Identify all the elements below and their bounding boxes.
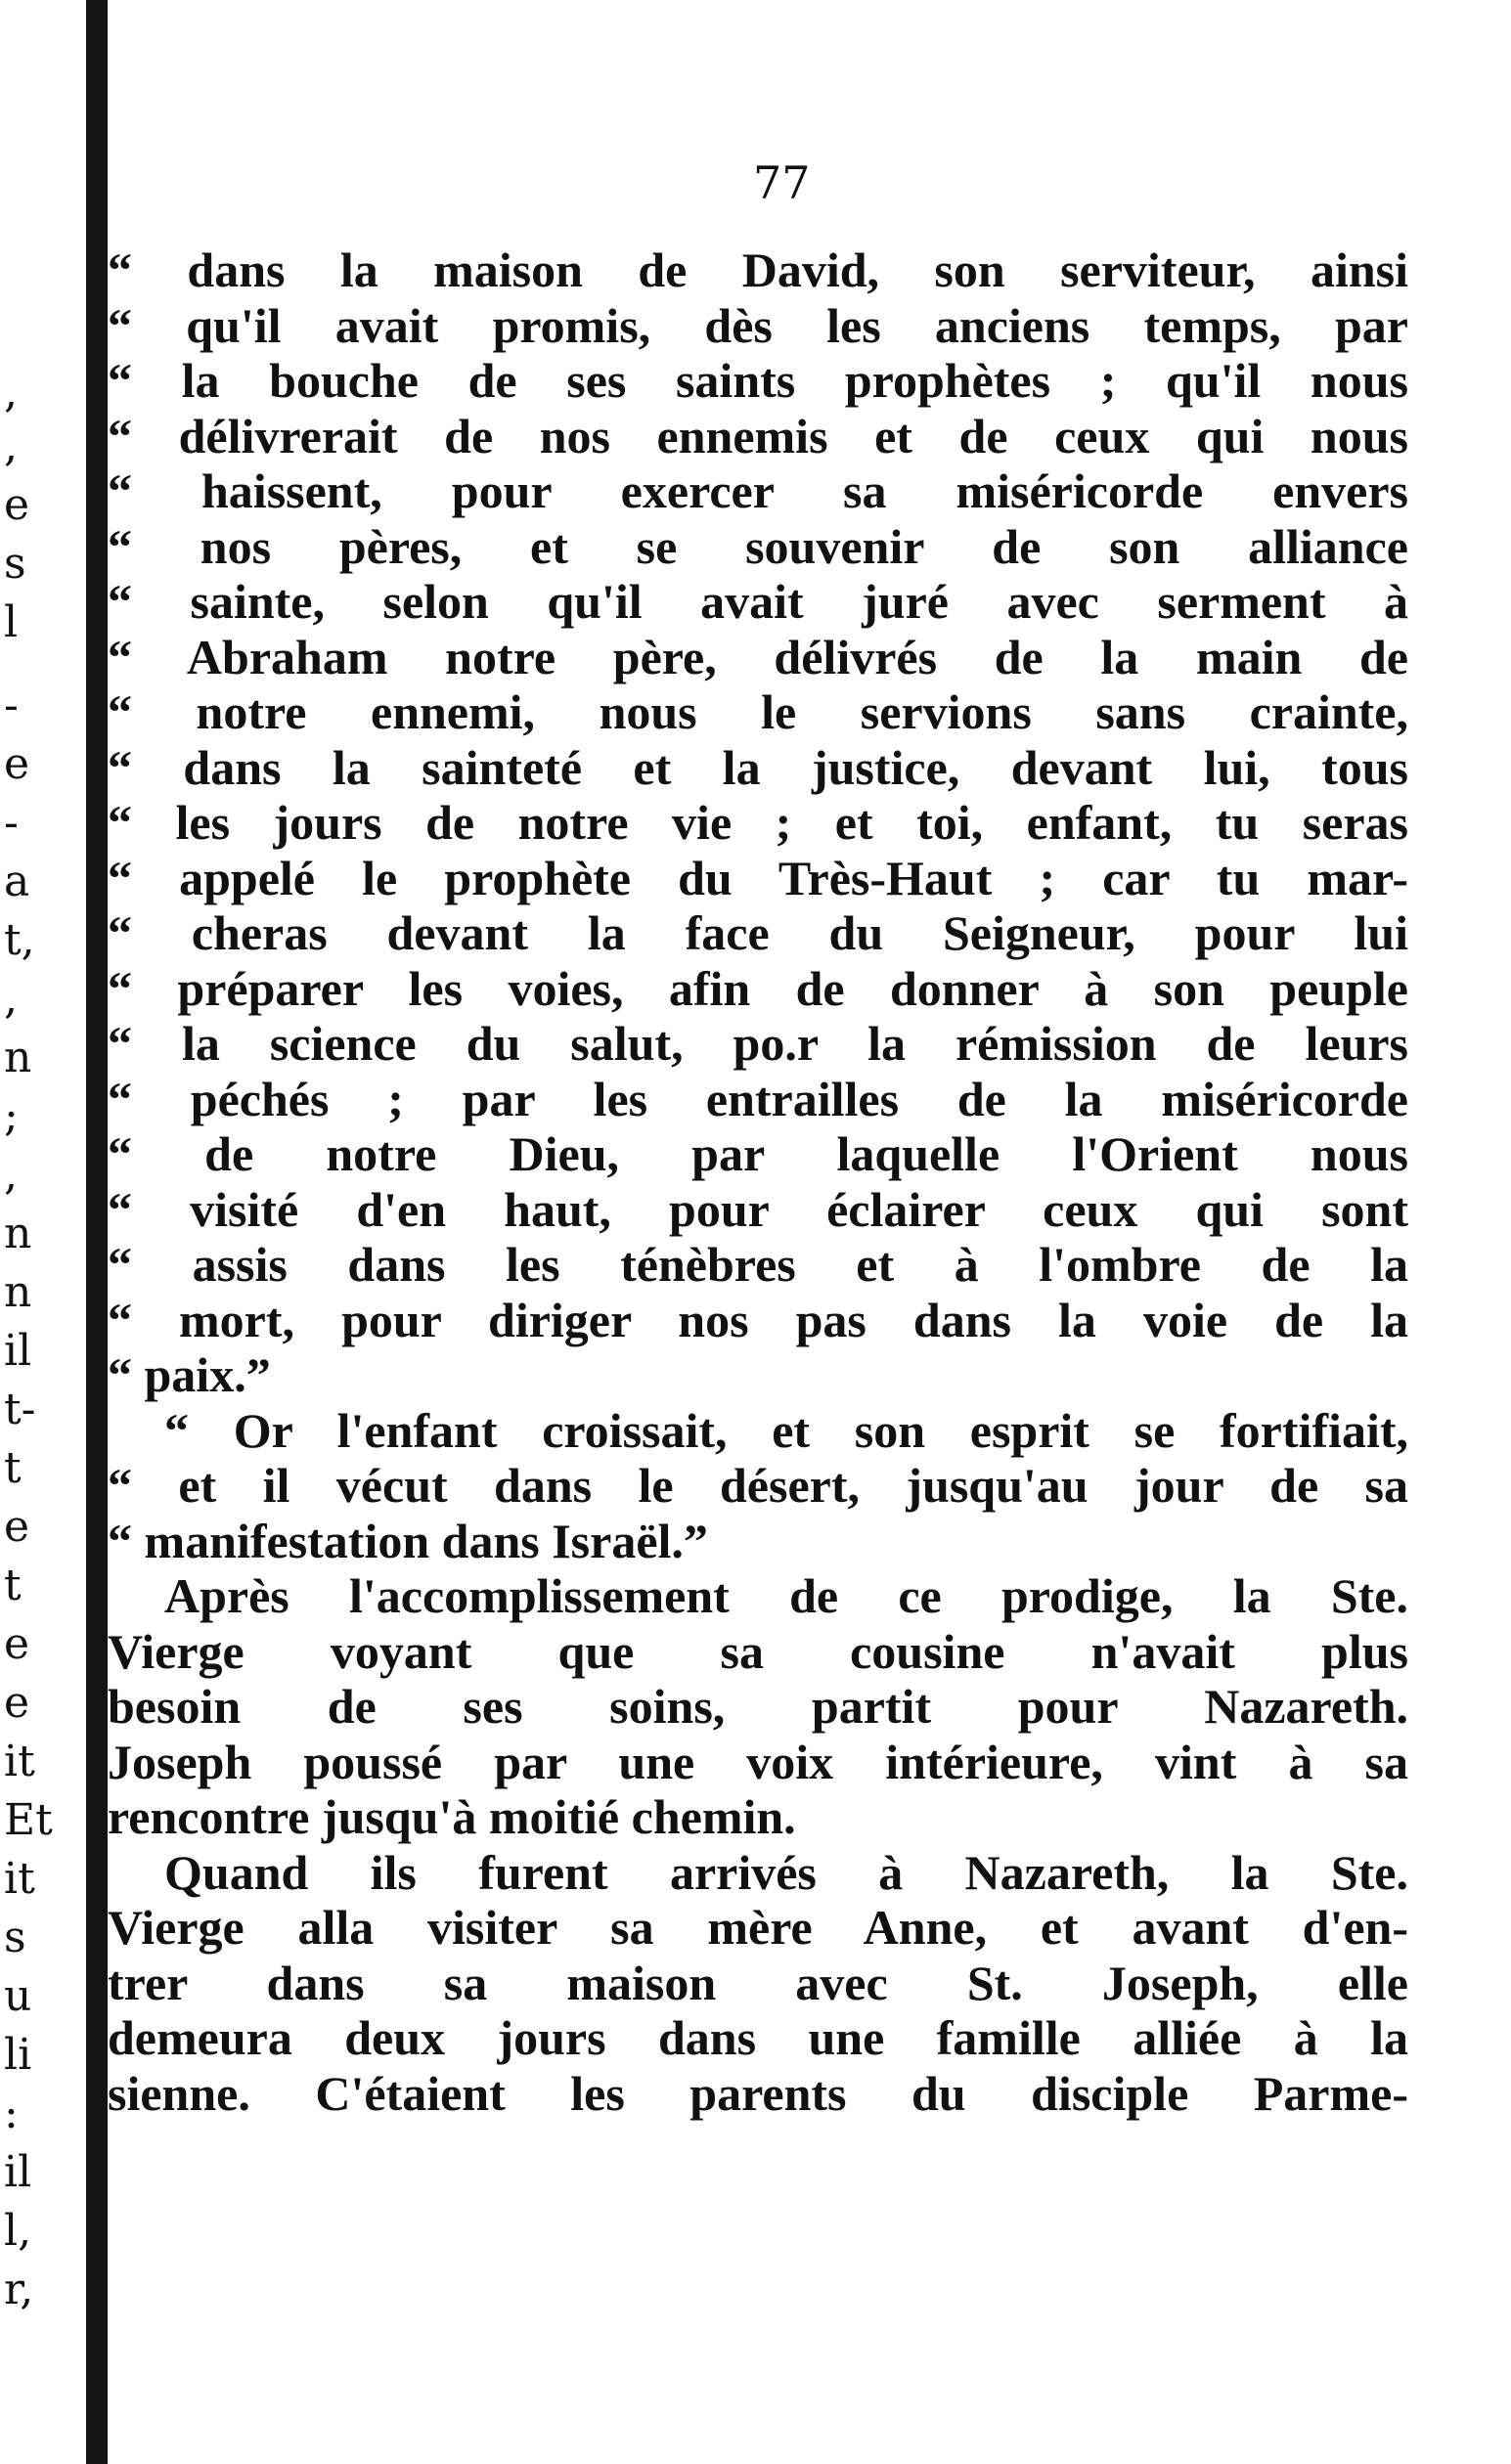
text-line: “ sainte, selon qu'il avait juré avec serment à xyxy=(108,574,1408,629)
gutter-fragment: e xyxy=(4,1619,30,1669)
text-line: besoin de ses soins, partit pour Nazareth. xyxy=(108,1679,1408,1734)
text-line: “ mort, pour diriger nos pas dans la voie de la xyxy=(108,1292,1408,1347)
text-line: “ haissent, pour exercer sa miséricorde envers xyxy=(108,463,1408,518)
text-line: “ cheras devant la face du Seigneur, pour lui xyxy=(108,905,1408,960)
gutter-fragment: - xyxy=(4,798,19,848)
text-line: Après l'accomplissement de ce prodige, la Ste. xyxy=(164,1568,1408,1623)
text-line: “ les jours de notre vie ; et toi, enfant, tu seras xyxy=(108,795,1408,850)
text-line: sienne. C'étaient les parents du disciple Parme- xyxy=(108,2065,1408,2121)
gutter-fragment: , xyxy=(4,1150,18,1200)
gutter-fragment: t, xyxy=(4,915,35,965)
gutter-fragment: e xyxy=(4,1678,30,1728)
text-line: “ qu'il avait promis, dès les anciens temps, par xyxy=(108,297,1408,353)
gutter-fragment: n xyxy=(4,1267,32,1317)
gutter-fragment: , xyxy=(4,421,18,471)
gutter-fragment: e xyxy=(4,739,30,789)
gutter-fragment: s xyxy=(4,1913,26,1962)
text-line: “ assis dans les ténèbres et à l'ombre de la xyxy=(108,1237,1408,1292)
text-line: demeura deux jours dans une famille alliée à la xyxy=(108,2010,1408,2065)
text-line: “ nos pères, et se souvenir de son alliance xyxy=(108,518,1408,574)
text-line: “ péchés ; par les entrailles de la miséricorde xyxy=(108,1071,1408,1126)
text-line: Vierge voyant que sa cousine n'avait plus xyxy=(108,1623,1408,1679)
gutter-fragment: : xyxy=(4,2089,19,2138)
body-text xyxy=(108,242,1408,2121)
gutter-fragment: t xyxy=(4,1561,22,1610)
text-line: “ et il vécut dans le désert, jusqu'au jour de sa xyxy=(108,1458,1408,1513)
gutter-fragment: li xyxy=(4,2030,32,2080)
text-line: “ dans la maison de David, son serviteur, ainsi xyxy=(108,242,1408,297)
gutter-fragment: n xyxy=(4,1033,32,1082)
gutter-fragment: r, xyxy=(4,2265,34,2314)
gutter-fragment: e xyxy=(4,480,30,530)
text-line: “ dans la sainteté et la justice, devant lui, tous xyxy=(108,739,1408,795)
gutter-fragment: it xyxy=(4,1854,35,1904)
text-line: “ appelé le prophète du Très-Haut ; car tu mar- xyxy=(108,850,1408,905)
text-line: Joseph poussé par une voix intérieure, vint à sa xyxy=(108,1734,1408,1789)
page-number: 77 xyxy=(753,156,811,209)
gutter-fragment: il xyxy=(4,1326,32,1376)
gutter-fragment: ; xyxy=(4,1091,19,1141)
text-line: “ la bouche de ses saints prophètes ; qu'il nous xyxy=(108,353,1408,408)
text-line: “ Or l'enfant croissait, et son esprit se fortifiait, xyxy=(164,1402,1408,1458)
gutter-fragment: , xyxy=(4,368,18,418)
gutter-fragment: e xyxy=(4,1502,30,1552)
text-line: “ Abraham notre père, délivrés de la main de xyxy=(108,629,1408,684)
text-line: “ la science du salut, po.r la rémission de leurs xyxy=(108,1016,1408,1071)
gutter-fragment: t- xyxy=(4,1385,36,1434)
text-line: Vierge alla visiter sa mère Anne, et avant d'en- xyxy=(108,1900,1408,1955)
gutter-fragment: - xyxy=(4,681,19,730)
text-line: “ préparer les voies, afin de donner à son peuple xyxy=(108,960,1408,1016)
gutter-fragment: u xyxy=(4,1971,32,2021)
gutter-fragment: it xyxy=(4,1737,35,1786)
text-line: “ manifestation dans Israël.” xyxy=(108,1513,708,1568)
gutter-fragment: t xyxy=(4,1443,22,1493)
gutter-fragment: a xyxy=(4,857,30,906)
text-line: “ de notre Dieu, par laquelle l'Orient nous xyxy=(108,1126,1408,1181)
gutter-fragment: s xyxy=(4,539,26,589)
text-line: rencontre jusqu'à moitié chemin. xyxy=(108,1789,796,1844)
adjacent-page-margin xyxy=(0,0,78,2464)
text-line: “ notre ennemi, nous le servions sans crainte, xyxy=(108,684,1408,739)
gutter-fragment: Et xyxy=(4,1795,53,1845)
text-line: trer dans sa maison avec St. Joseph, elle xyxy=(108,1955,1408,2010)
gutter-fragment: l xyxy=(4,597,19,647)
gutter-fragment: il xyxy=(4,2147,32,2197)
text-line: “ paix.” xyxy=(108,1347,271,1402)
gutter-fragment: n xyxy=(4,1209,32,1258)
text-line: “ délivrerait de nos ennemis et de ceux qui nous xyxy=(108,408,1408,463)
text-line: “ visité d'en haut, pour éclairer ceux qui sont xyxy=(108,1181,1408,1237)
text-line: Quand ils furent arrivés à Nazareth, la Ste. xyxy=(164,1844,1408,1900)
book-binding-shadow xyxy=(86,0,108,2464)
gutter-fragment: l, xyxy=(4,2206,32,2256)
gutter-fragment: , xyxy=(4,974,18,1024)
